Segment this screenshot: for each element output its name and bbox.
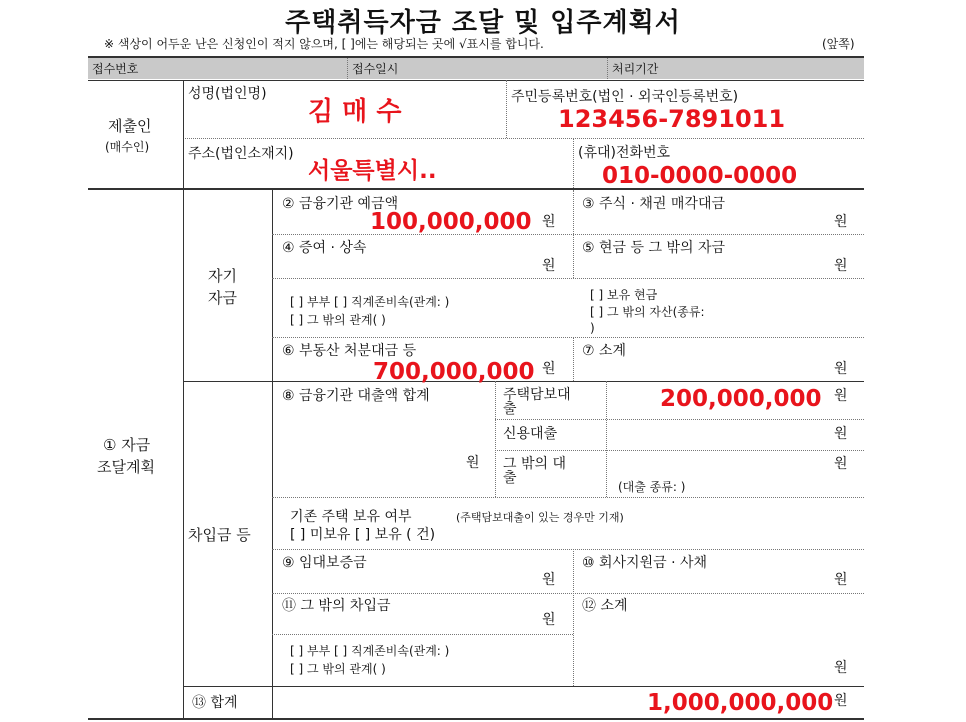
existing-house-options[interactable]: [ ] 미보유 [ ] 보유 ( 건) xyxy=(290,527,436,543)
credit-loan-won: 원 xyxy=(834,426,848,442)
deposit-won: 원 xyxy=(542,214,556,230)
other-borrow-label: ⑪ 그 밖의 차입금 xyxy=(282,598,391,614)
existing-house-label: 기존 주택 보유 여부 xyxy=(290,509,412,525)
lease-deposit-label: ⑨ 임대보증금 xyxy=(282,555,367,571)
total-label: ⑬ 합계 xyxy=(192,695,238,711)
mortgage-label-2: 출 xyxy=(503,401,517,417)
cash-won: 원 xyxy=(834,258,848,274)
loan-subtotal-label: ⑫ 소계 xyxy=(582,598,628,614)
loan-type-field[interactable]: (대출 종류: ) xyxy=(618,480,686,494)
form-title: 주택취득자금 조달 및 입주계획서 xyxy=(285,8,681,38)
bank-loan-label: ⑧ 금융기관 대출액 합계 xyxy=(282,388,430,404)
own-subtotal-label: ⑦ 소계 xyxy=(582,343,627,359)
page-side: (앞쪽) xyxy=(822,37,855,51)
cash-label: ⑤ 현금 등 그 밖의 자금 xyxy=(582,240,725,256)
cash-option-1[interactable]: [ ] 보유 현금 xyxy=(590,288,658,302)
own-funds-label-1: 자기 xyxy=(208,267,237,285)
existing-house-note: (주택담보대출이 있는 경우만 기재) xyxy=(456,511,624,524)
funding-plan-label-1: ① 자금 xyxy=(103,436,151,454)
loan-relation-line-2[interactable]: [ ] 그 밖의 관계( ) xyxy=(290,662,386,676)
id-label: 주민등록번호(법인 · 외국인등록번호) xyxy=(511,89,739,105)
own-relation-line-1[interactable]: [ ] 부부 [ ] 직계존비속(관계: ) xyxy=(290,295,450,309)
phone-value[interactable]: 010-0000-0000 xyxy=(602,163,798,189)
id-value[interactable]: 123456-7891011 xyxy=(558,105,786,133)
total-won: 원 xyxy=(834,693,848,709)
applicant-label: 제출인 xyxy=(108,117,152,135)
total-value[interactable]: 1,000,000,000 xyxy=(647,690,834,716)
own-relation-line-2[interactable]: [ ] 그 밖의 관계( ) xyxy=(290,313,386,327)
bank-loan-won: 원 xyxy=(466,455,480,471)
address-value[interactable]: 서울특별시.. xyxy=(308,158,437,184)
other-loan-won: 원 xyxy=(834,456,848,472)
cash-option-2[interactable]: [ ] 그 밖의 자산(종류: xyxy=(590,305,705,319)
receipt-no-label: 접수번호 xyxy=(92,62,139,76)
deposit-value[interactable]: 100,000,000 xyxy=(370,209,532,235)
address-label: 주소(법인소재지) xyxy=(188,146,294,162)
stock-won: 원 xyxy=(834,214,848,230)
mortgage-label-1: 주택담보대 xyxy=(503,387,571,403)
lease-deposit-won: 원 xyxy=(542,572,556,588)
realestate-label: ⑥ 부동산 처분대금 등 xyxy=(282,343,417,359)
mortgage-value[interactable]: 200,000,000 xyxy=(660,386,822,412)
own-funds-label-2: 자금 xyxy=(208,289,237,307)
receipt-header-bar xyxy=(88,58,864,79)
loan-subtotal-won: 원 xyxy=(834,660,848,676)
name-value[interactable]: 김 매 수 xyxy=(308,97,402,127)
mortgage-won: 원 xyxy=(834,388,848,404)
stock-label: ③ 주식 · 채권 매각대금 xyxy=(582,196,725,212)
other-loan-label-1: 그 밖의 대 xyxy=(503,456,566,472)
loan-relation-line-1[interactable]: [ ] 부부 [ ] 직계존비속(관계: ) xyxy=(290,644,450,658)
realestate-won: 원 xyxy=(542,361,556,377)
phone-label: (휴대)전화번호 xyxy=(578,145,671,161)
cash-option-close: ) xyxy=(590,321,595,335)
other-loan-label-2: 출 xyxy=(503,470,517,486)
realestate-value[interactable]: 700,000,000 xyxy=(373,359,535,385)
deposit-label: ② 금융기관 예금액 xyxy=(282,196,399,212)
name-label: 성명(법인명) xyxy=(188,86,267,102)
company-support-won: 원 xyxy=(834,572,848,588)
gift-won: 원 xyxy=(542,258,556,274)
applicant-sublabel: (매수인) xyxy=(105,140,150,154)
funding-plan-label-2: 조달계획 xyxy=(97,458,155,476)
gift-label: ④ 증여 · 상속 xyxy=(282,240,367,256)
credit-loan-label: 신용대출 xyxy=(503,426,558,442)
form-notice: ※ 색상이 어두운 난은 신청인이 적지 않으며, [ ]에는 해당되는 곳에 √표시를 합니다. xyxy=(104,37,544,51)
process-period-label: 처리기간 xyxy=(612,62,659,76)
other-borrow-won: 원 xyxy=(542,612,556,628)
receipt-date-label: 접수일시 xyxy=(352,62,399,76)
loan-section-label: 차입금 등 xyxy=(188,526,251,544)
company-support-label: ⑩ 회사지원금 · 사채 xyxy=(582,555,708,571)
own-subtotal-won: 원 xyxy=(834,361,848,377)
